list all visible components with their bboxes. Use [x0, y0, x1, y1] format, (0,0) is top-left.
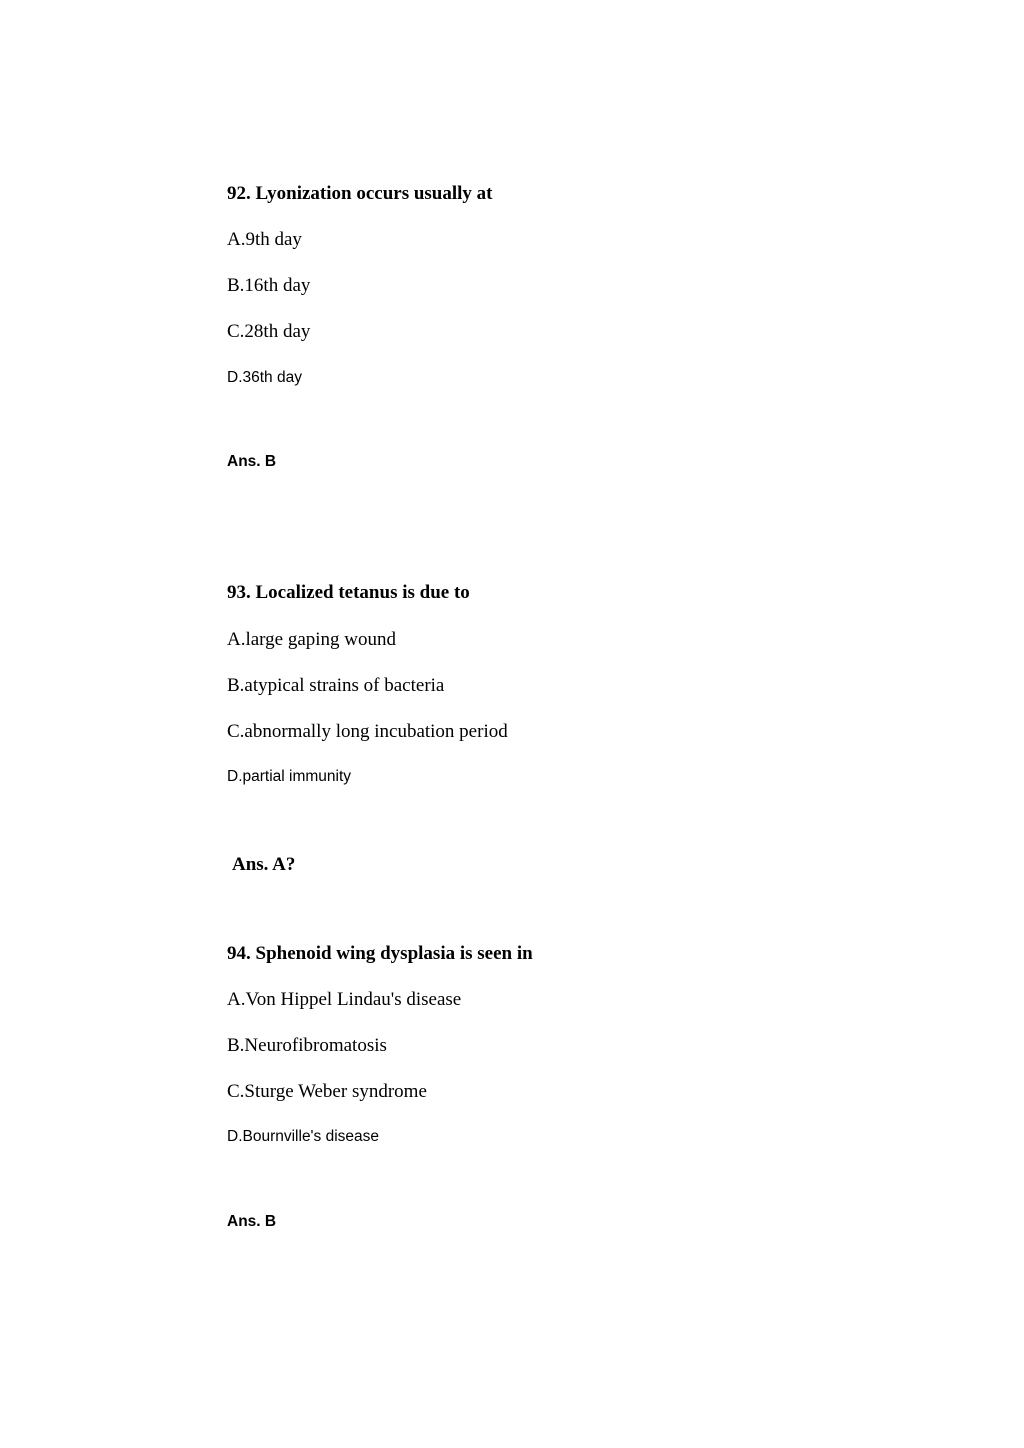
question-94-option-c: C.Sturge Weber syndrome	[227, 1081, 427, 1102]
question-93-option-c: C.abnormally long incubation period	[227, 721, 508, 742]
question-94-option-a: A.Von Hippel Lindau's disease	[227, 989, 462, 1010]
question-92-option-d: D.36th day	[227, 369, 302, 386]
question-93-option-d: D.partial immunity	[227, 768, 352, 785]
question-93-option-b: B.atypical strains of bacteria	[227, 675, 445, 696]
question-93-title: 93. Localized tetanus is due to	[227, 582, 470, 603]
question-94-answer: Ans. B	[227, 1213, 277, 1230]
question-92-option-b: B.16th day	[227, 275, 311, 296]
question-92-title: 92. Lyonization occurs usually at	[227, 183, 493, 204]
question-93-option-a: A.large gaping wound	[227, 629, 397, 650]
question-94-title: 94. Sphenoid wing dysplasia is seen in	[227, 943, 533, 964]
question-92-option-c: C.28th day	[227, 321, 311, 342]
question-93-answer: Ans. A?	[232, 854, 296, 875]
question-92-answer: Ans. B	[227, 453, 277, 470]
question-92-option-a: A.9th day	[227, 229, 302, 250]
question-94-option-d: D.Bournville's disease	[227, 1128, 380, 1145]
question-94-option-b: B.Neurofibromatosis	[227, 1035, 387, 1056]
